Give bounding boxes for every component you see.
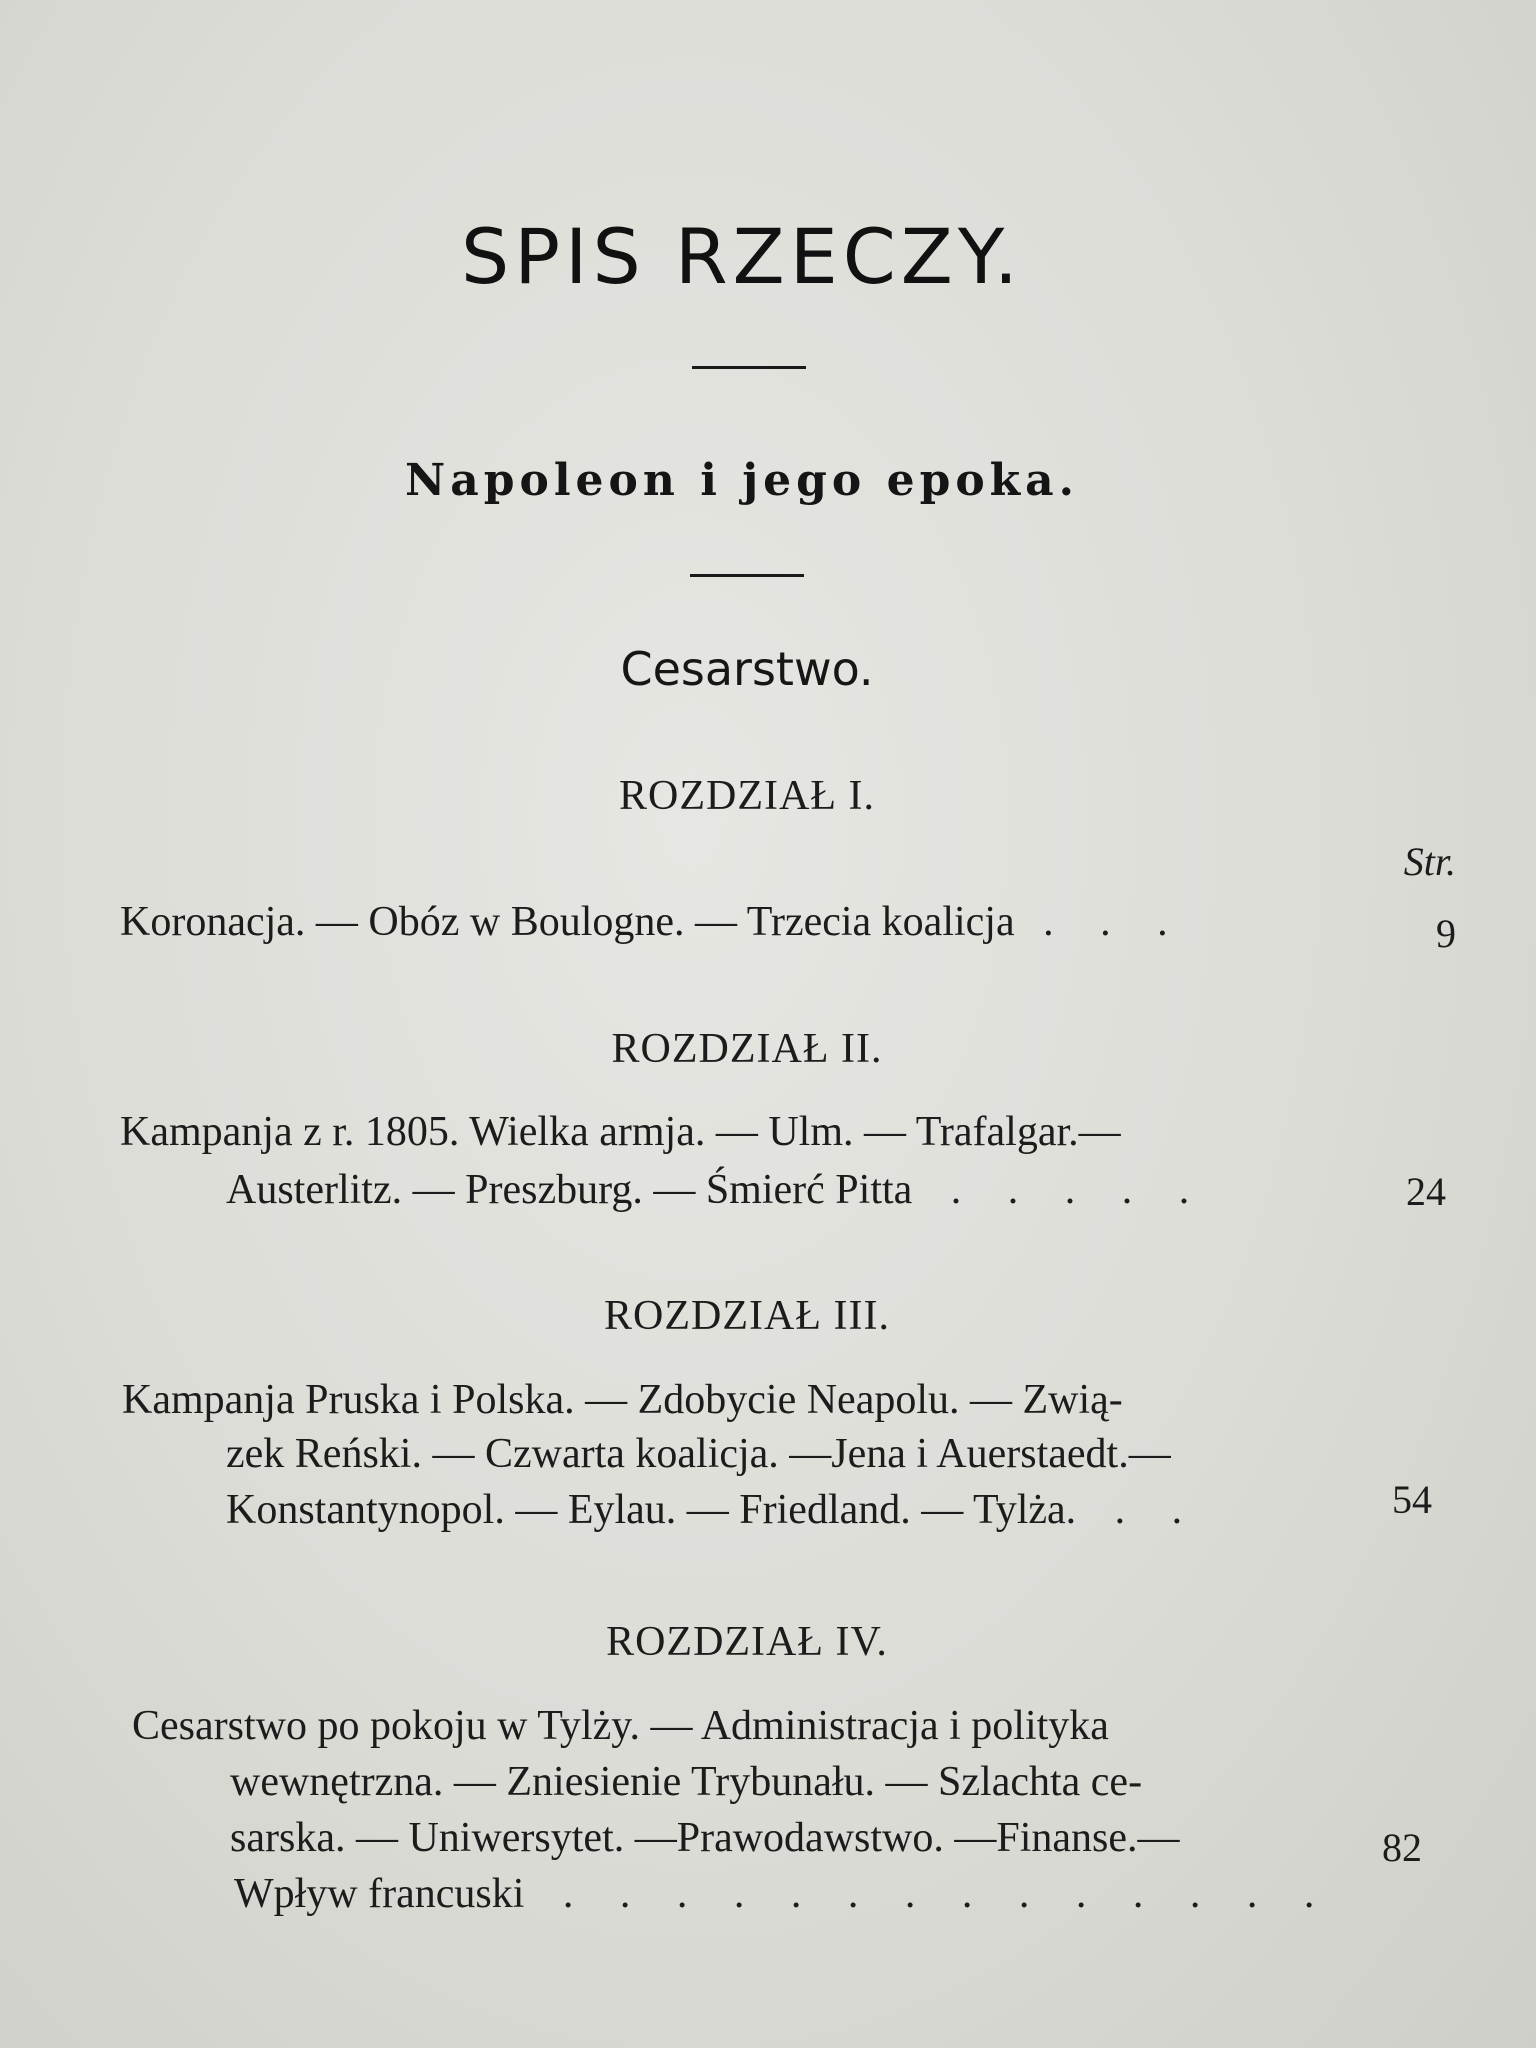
chapter-entry-line: Kampanja Pruska i Polska. — Zdobycie Neapolu. — Zwią- bbox=[122, 1377, 1123, 1423]
chapter-heading: ROZDZIAŁ II. bbox=[611, 1026, 883, 1072]
page-column-label: Str. bbox=[1403, 839, 1456, 884]
title-divider bbox=[692, 366, 806, 369]
chapter-entry-line: Koronacja. — Obóz w Boulogne. — Trzecia koalicja . . . bbox=[120, 899, 1186, 945]
leader-dots: . . . . . bbox=[950, 1167, 1208, 1213]
chapter-heading: ROZDZIAŁ III. bbox=[604, 1293, 890, 1339]
leader-dots: . . . . . . . . . . . . . . bbox=[562, 1871, 1333, 1917]
chapter-entry-line: Wpływ francuski . . . . . . . . . . . . . . bbox=[234, 1871, 1333, 1917]
leader-dots: . . . bbox=[1043, 899, 1186, 945]
chapter-entry-line: wewnętrzna. — Zniesienie Trybunału. — Szlachta ce- bbox=[230, 1759, 1143, 1805]
chapter-heading: ROZDZIAŁ I. bbox=[619, 773, 875, 819]
chapter-heading: ROZDZIAŁ IV. bbox=[606, 1619, 888, 1665]
page-number: 54 bbox=[1392, 1477, 1432, 1522]
page-number: 24 bbox=[1406, 1169, 1446, 1214]
page-number: 82 bbox=[1382, 1825, 1422, 1870]
chapter-entry-line: sarska. — Uniwersytet. —Prawodawstwo. —Finanse.— bbox=[230, 1815, 1180, 1861]
chapter-entry-line: zek Reński. — Czwarta koalicja. —Jena i Auerstaedt.— bbox=[226, 1431, 1171, 1477]
page-number: 9 bbox=[1436, 911, 1456, 956]
page-title: SPIS RZECZY. bbox=[460, 212, 1024, 301]
leader-dots: . . bbox=[1114, 1487, 1201, 1533]
book-title: Napoleon i jego epoka. bbox=[404, 455, 1079, 506]
chapter-entry-line: Kampanja z r. 1805. Wielka armja. — Ulm. — Trafalgar.— bbox=[120, 1109, 1121, 1155]
part-title: Cesarstwo. bbox=[620, 642, 874, 696]
chapter-entry-line: Austerlitz. — Preszburg. — Śmierć Pitta . . . . . bbox=[226, 1167, 1208, 1213]
chapter-entry-line: Konstantynopol. — Eylau. — Friedland. — Tylża. . . bbox=[226, 1487, 1201, 1533]
chapter-entry-line: Cesarstwo po pokoju w Tylży. — Administracja i polityka bbox=[132, 1703, 1109, 1749]
book-title-divider bbox=[690, 574, 804, 577]
